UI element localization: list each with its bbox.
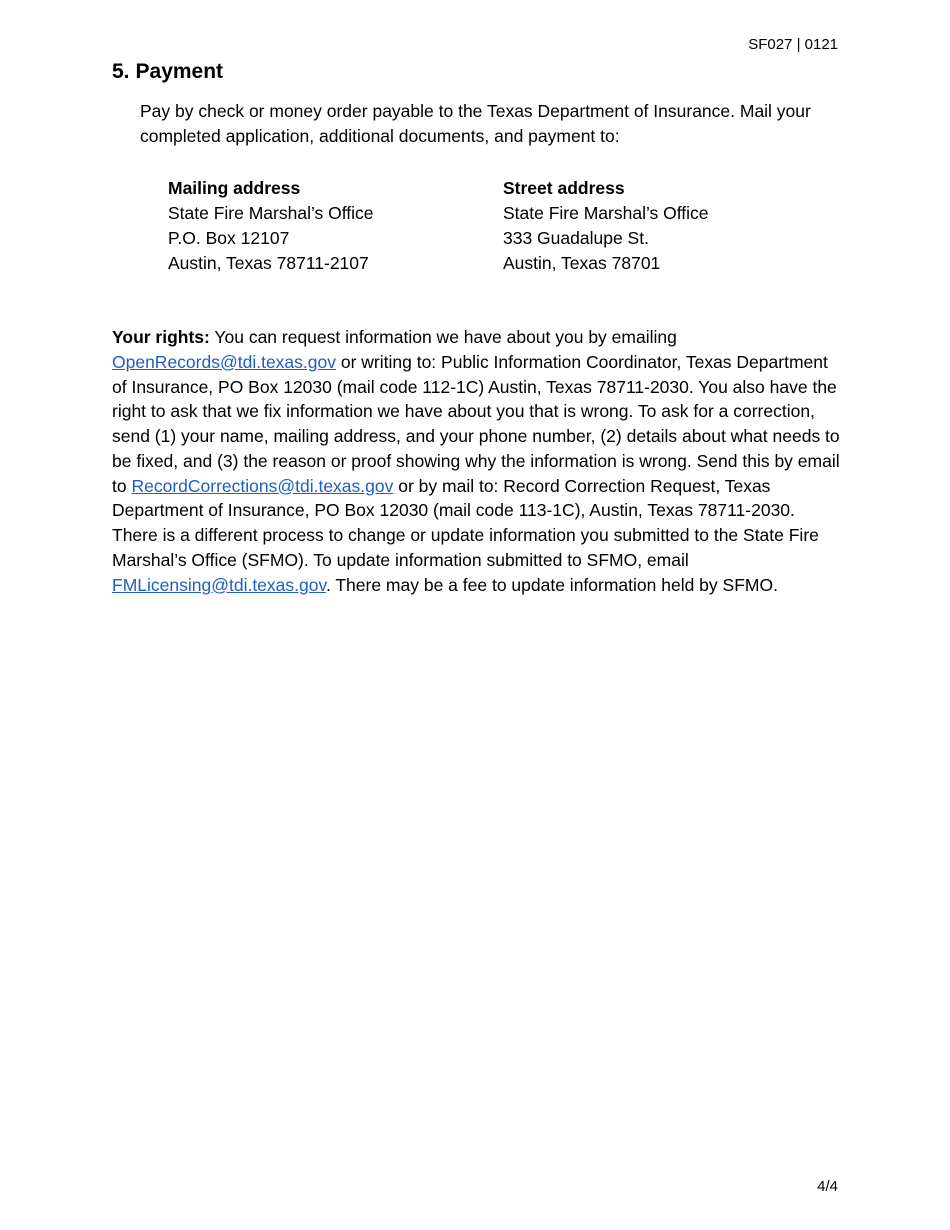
open-records-email-link[interactable]: OpenRecords@tdi.texas.gov bbox=[112, 351, 336, 372]
rights-text: or writing to: Public Information Coordinator, Texas Department of Insurance, PO Box 12030 (mail code 112-1C) Austin, Texas 78711-2030. You also have the right to ask that we fix information we have about you that is wrong. To ask for a correction, send (1) your name, mailing address, and your phone number, (2) details about what needs to be fixed, and (3) the reason or proof showing why the information is wrong. Send this by email to bbox=[112, 351, 840, 496]
your-rights-paragraph bbox=[112, 325, 842, 597]
mailing-address-heading: Mailing address bbox=[168, 178, 301, 198]
section-heading bbox=[112, 59, 223, 85]
mailing-address-line: P.O. Box 12107 bbox=[168, 228, 290, 248]
mailing-address-block bbox=[168, 176, 374, 276]
section-number: 5. bbox=[112, 60, 130, 83]
fm-licensing-email-link[interactable]: FMLicensing@tdi.texas.gov bbox=[112, 574, 326, 595]
mailing-address-line: Austin, Texas 78711-2107 bbox=[168, 253, 369, 273]
street-address-heading: Street address bbox=[503, 178, 625, 198]
rights-text: . There may be a fee to update information held by SFMO. bbox=[325, 574, 778, 595]
street-address-line: 333 Guadalupe St. bbox=[503, 228, 649, 248]
page-number: 4/4 bbox=[817, 1178, 838, 1195]
record-corrections-email-link[interactable]: RecordCorrections@tdi.texas.gov bbox=[131, 475, 394, 496]
rights-text: You can request information we have about you by emailing bbox=[209, 327, 677, 347]
street-address-line: State Fire Marshal’s Office bbox=[503, 203, 709, 223]
rights-text: or by mail to: Record Correction Request, Texas Department of Insurance, PO Box 12030 (mail code 113-1C), Austin, Texas 78711-2030. There is a different process to change or update information you submitted to the State Fire Marshal’s Office (SFMO). To update information submitted to SFMO, email bbox=[112, 475, 819, 570]
street-address-block bbox=[503, 176, 709, 276]
section-title: Payment bbox=[135, 60, 224, 83]
street-address-line: Austin, Texas 78701 bbox=[503, 253, 661, 273]
your-rights-label: Your rights: bbox=[112, 327, 210, 347]
payment-instructions: Pay by check or money order payable to the Texas Department of Insurance. Mail your completed application, additional documents, and payment to: bbox=[140, 101, 811, 146]
form-id: SF027 | 0121 bbox=[748, 36, 838, 53]
mailing-address-line: State Fire Marshal’s Office bbox=[168, 203, 374, 223]
